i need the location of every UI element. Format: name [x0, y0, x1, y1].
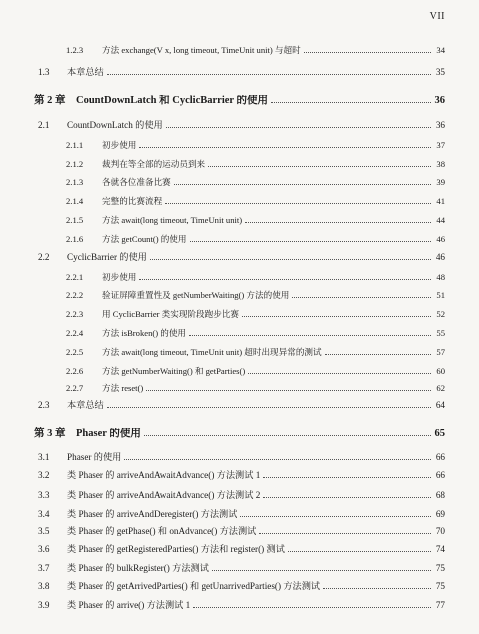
toc-leader-dots: [165, 203, 431, 204]
toc-entry-page: 74: [435, 544, 445, 554]
toc-entry-title: Phaser 的使用: [67, 452, 122, 462]
toc-entry-page: 60: [436, 366, 445, 376]
toc-entry-page: 57: [436, 347, 445, 357]
toc-entry-number: 2.2.7: [66, 383, 84, 393]
toc-entry-number: 2.1.4: [66, 196, 84, 206]
toc-entry-number: 2.1.5: [66, 215, 84, 225]
toc-entry-title: CountDownLatch 的使用: [67, 120, 163, 130]
toc-entry-page: 41: [436, 196, 445, 206]
toc-entry-title: 裁判在等全部的运动员到来: [102, 159, 206, 169]
toc-leader-dots: [189, 335, 431, 336]
toc-entry[interactable]: [38, 562, 445, 574]
toc-entry[interactable]: [66, 195, 445, 207]
toc-entry-title: 类 Phaser 的 getRegisteredParties() 方法和 register() 测试: [67, 544, 285, 554]
toc-entry-number: 2.2.1: [66, 272, 84, 282]
toc-entry-number: 第 2 章: [34, 95, 66, 106]
toc-entry-page: 65: [434, 428, 445, 439]
toc-entry-title: 完整的比赛流程: [102, 196, 163, 206]
toc-leader-dots: [292, 297, 431, 298]
toc-entry-title: 方法 getCount() 的使用: [102, 234, 187, 244]
toc-entry-page: 39: [436, 177, 445, 187]
toc-entry-number: 第 3 章: [34, 428, 66, 439]
toc-entry-page: 46: [435, 252, 445, 262]
toc-entry-title: 类 Phaser 的 getPhase() 和 onAdvance() 方法测试: [67, 526, 257, 536]
toc-entry-title: 方法 isBroken() 的使用: [102, 328, 187, 338]
toc-entry-number: 3.9: [38, 600, 50, 610]
toc-leader-dots: [124, 459, 431, 460]
toc-entry-number: 2.3: [38, 400, 50, 410]
toc-entry-title: 验证屏障重置性及 getNumberWaiting() 方法的使用: [102, 290, 290, 300]
toc-entry-title: 初步使用: [102, 272, 137, 282]
toc-leader-dots: [263, 477, 431, 478]
toc-entry[interactable]: [66, 308, 445, 320]
toc-entry-page: 46: [436, 234, 445, 244]
toc-entry[interactable]: [38, 508, 445, 520]
toc-leader-dots: [166, 127, 431, 128]
toc-entry[interactable]: [38, 525, 445, 537]
toc-leader-dots: [325, 354, 431, 355]
toc-entry-number: 2.2.5: [66, 347, 84, 357]
toc-entry-number: 3.2: [38, 470, 50, 480]
toc-leader-dots: [259, 533, 431, 534]
toc-entry[interactable]: [34, 428, 445, 440]
toc-entry-title: 方法 reset(): [102, 383, 144, 393]
toc-entry-number: 1.3: [38, 67, 50, 77]
toc-entry[interactable]: [66, 214, 445, 226]
toc-entry-page: 36: [435, 120, 445, 130]
toc-entry-number: 2.1.3: [66, 177, 84, 187]
toc-entry[interactable]: [34, 95, 445, 107]
toc-entry[interactable]: [38, 543, 445, 555]
toc-entry[interactable]: [66, 327, 445, 339]
toc-entry-page: 66: [435, 452, 445, 462]
toc-entry[interactable]: [66, 346, 445, 358]
toc-entry-number: 2.2.6: [66, 366, 84, 376]
toc-entry[interactable]: [38, 451, 445, 463]
toc-leader-dots: [212, 570, 431, 571]
toc-entry-page: 37: [436, 140, 445, 150]
toc-entry-number: 3.4: [38, 509, 50, 519]
toc-entry-title: 各就各位准备比赛: [102, 177, 171, 187]
toc-leader-dots: [263, 497, 431, 498]
toc-entry-page: 70: [435, 526, 445, 536]
toc-entry-page: 35: [435, 67, 445, 77]
toc-entry-page: 51: [436, 290, 445, 300]
toc-entry-number: 2.1.2: [66, 159, 84, 169]
toc-entry-title: Phaser 的使用: [76, 428, 141, 439]
toc-entry-number: 2.2.2: [66, 290, 84, 300]
toc-entry[interactable]: [38, 399, 445, 411]
toc-entry-number: 2.1.6: [66, 234, 84, 244]
toc-leader-dots: [107, 407, 431, 408]
toc-entry-page: 68: [435, 490, 445, 500]
toc-entry-number: 1.2.3: [66, 45, 84, 55]
toc-entry-number: 2.1.1: [66, 140, 84, 150]
toc-entry-title: 方法 exchange(V x, long timeout, TimeUnit unit) 与超时: [102, 45, 301, 55]
toc-entry[interactable]: [66, 139, 445, 151]
toc-entry[interactable]: [66, 44, 445, 56]
toc-entry[interactable]: [66, 382, 445, 394]
toc-entry-page: 62: [436, 383, 445, 393]
toc-entry[interactable]: [66, 365, 445, 377]
toc-leader-dots: [150, 259, 431, 260]
toc-leader-dots: [304, 52, 431, 53]
toc-leader-dots: [323, 588, 431, 589]
toc-entry[interactable]: [66, 158, 445, 170]
toc-entry-number: 3.5: [38, 526, 50, 536]
toc-entry-title: 本章总结: [67, 400, 104, 410]
toc-entry-number: 2.1: [38, 120, 50, 130]
toc-entry-page: 34: [436, 45, 445, 55]
toc-leader-dots: [242, 316, 431, 317]
toc-entry-number: 3.1: [38, 452, 50, 462]
toc-leader-dots: [245, 222, 431, 223]
toc-leader-dots: [271, 102, 431, 103]
toc-leader-dots: [208, 166, 431, 167]
toc-entry-title: 类 Phaser 的 arriveAndAwaitAdvance() 方法测试 1: [67, 470, 261, 480]
toc-entry-title: 方法 await(long timeout, TimeUnit unit): [102, 215, 243, 225]
toc-entry-title: 类 Phaser 的 arriveAndDeregister() 方法测试: [67, 509, 238, 519]
toc-entry-title: 本章总结: [67, 67, 104, 77]
toc-entry[interactable]: [38, 469, 445, 481]
toc-entry-number: 3.7: [38, 563, 50, 573]
toc-entry-title: 类 Phaser 的 arrive() 方法测试 1: [67, 600, 191, 610]
toc-leader-dots: [248, 373, 431, 374]
toc-leader-dots: [174, 184, 431, 185]
toc-leader-dots: [146, 390, 431, 391]
toc-entry[interactable]: [38, 119, 445, 131]
toc-entry-page: 75: [435, 563, 445, 573]
toc-entry-title: 用 CyclicBarrier 类实现阶段跑步比赛: [102, 309, 240, 319]
toc-leader-dots: [240, 516, 431, 517]
toc-leader-dots: [139, 147, 431, 148]
toc-leader-dots: [139, 279, 431, 280]
toc-entry-page: 52: [436, 309, 445, 319]
toc-leader-dots: [288, 551, 431, 552]
toc-entry-title: CountDownLatch 和 CyclicBarrier 的使用: [76, 95, 268, 106]
toc-leader-dots: [193, 607, 431, 608]
toc-entry-title: 类 Phaser 的 arriveAndAwaitAdvance() 方法测试 2: [67, 490, 261, 500]
toc-entry[interactable]: [66, 289, 445, 301]
toc-entry-title: CyclicBarrier 的使用: [67, 252, 147, 262]
toc-entry-number: 2.2.4: [66, 328, 84, 338]
toc-entry-title: 初步使用: [102, 140, 137, 150]
toc-entry-title: 方法 await(long timeout, TimeUnit unit) 超时出现异常的测试: [102, 347, 322, 357]
toc-entry-title: 方法 getNumberWaiting() 和 getParties(): [102, 366, 246, 376]
toc-leader-dots: [144, 435, 431, 436]
toc-entry-page: 55: [436, 328, 445, 338]
toc-entry-title: 类 Phaser 的 bulkRegister() 方法测试: [67, 563, 209, 573]
toc-entry-page: 75: [435, 581, 445, 591]
toc-entry-page: 38: [436, 159, 445, 169]
toc-entry[interactable]: [38, 599, 445, 611]
toc-entry[interactable]: [66, 271, 445, 283]
toc-entry[interactable]: [38, 580, 445, 592]
toc-entry-page: 69: [435, 509, 445, 519]
toc-entry[interactable]: [38, 66, 445, 78]
toc-entry-page: 77: [435, 600, 445, 610]
toc-entry-number: 3.8: [38, 581, 50, 591]
toc-entry-page: 36: [434, 95, 445, 106]
toc-entry-page: 66: [435, 470, 445, 480]
toc-entry-number: 3.6: [38, 544, 50, 554]
toc-entry-number: 2.2.3: [66, 309, 84, 319]
toc-entry[interactable]: [38, 251, 445, 263]
toc-entry-number: 3.3: [38, 490, 50, 500]
toc-entry-number: 2.2: [38, 252, 50, 262]
toc-entry[interactable]: [66, 233, 445, 245]
toc-entry-page: 44: [436, 215, 445, 225]
toc-leader-dots: [190, 241, 432, 242]
page-number: VII: [429, 11, 445, 22]
toc-entry-title: 类 Phaser 的 getArrivedParties() 和 getUnarrivedParties() 方法测试: [67, 581, 321, 591]
toc-entry[interactable]: [38, 489, 445, 501]
toc-leader-dots: [107, 74, 431, 75]
toc-entry-page: 48: [436, 272, 445, 282]
toc-entry[interactable]: [66, 176, 445, 188]
toc-entry-page: 64: [435, 400, 445, 410]
